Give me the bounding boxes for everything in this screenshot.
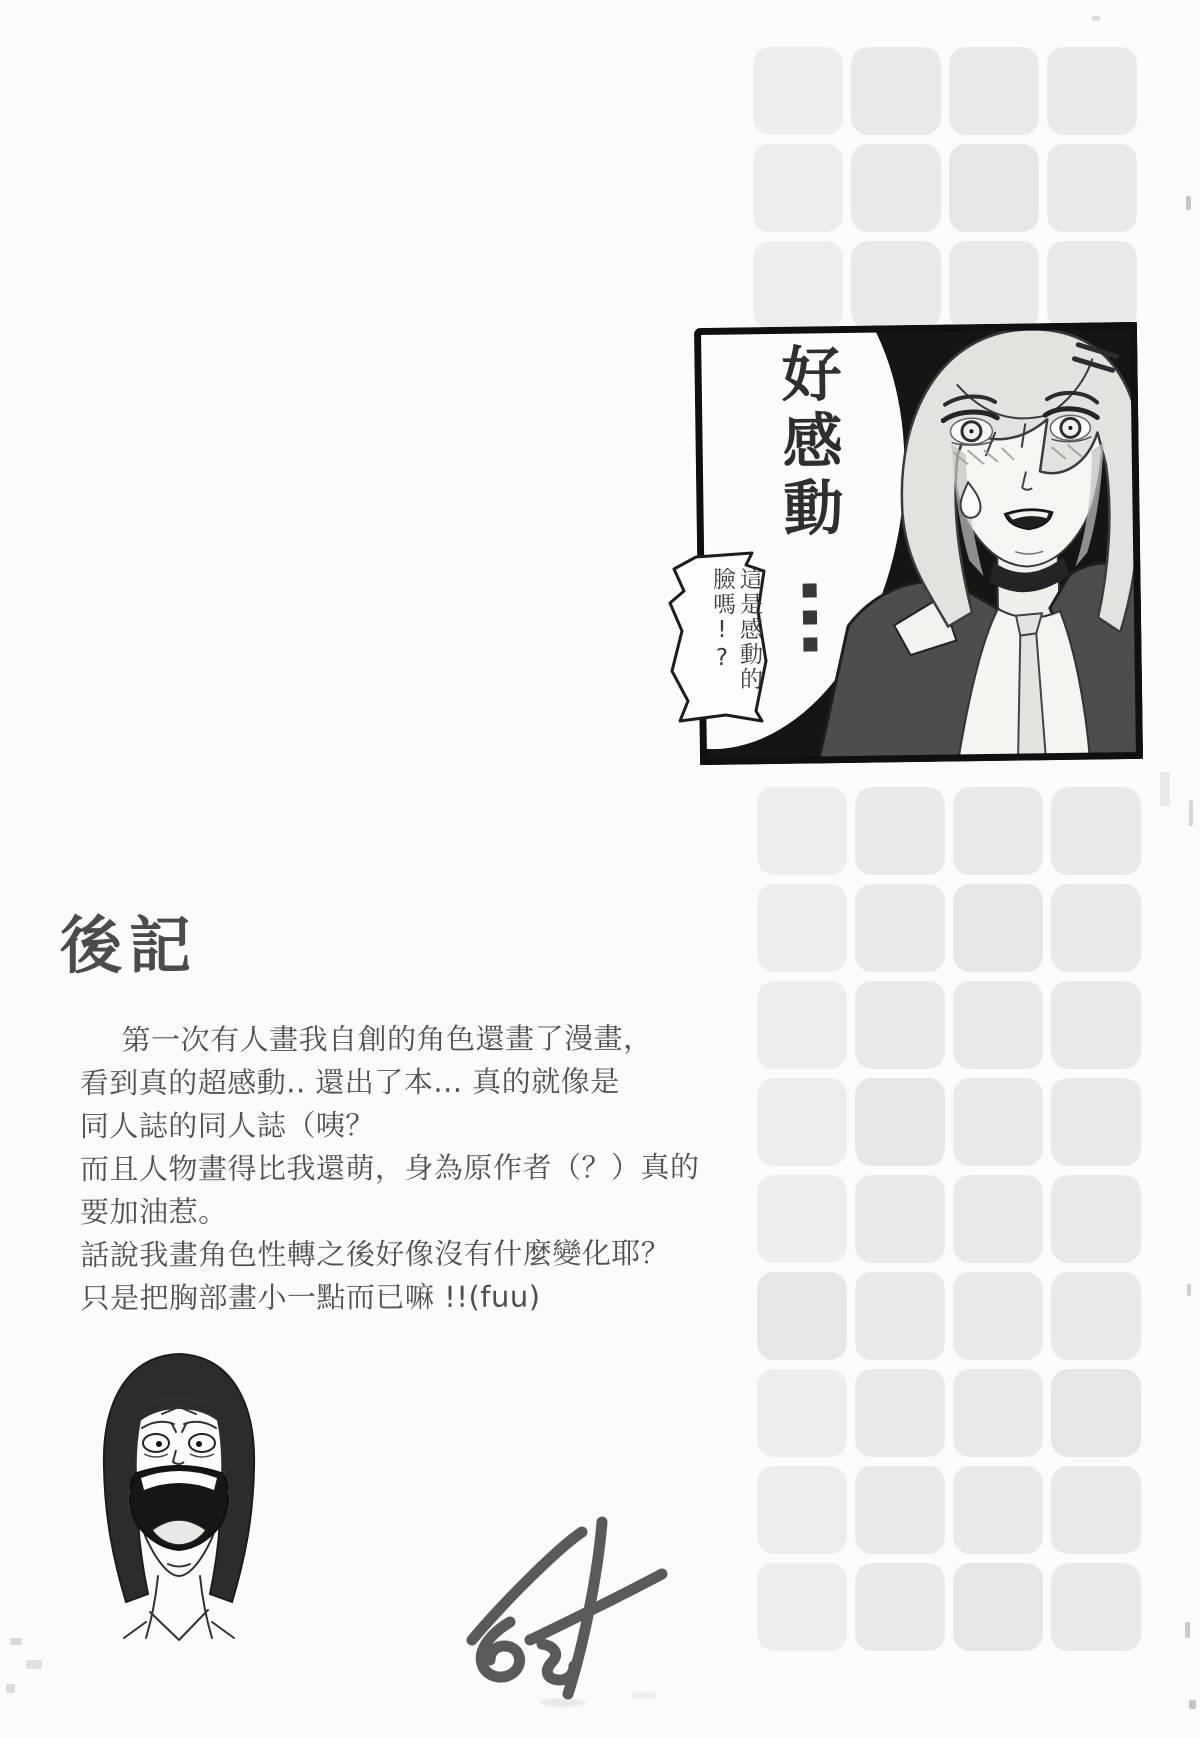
afterword-paragraph <box>79 1017 720 1320</box>
grid-square <box>851 144 941 232</box>
grid-square <box>953 1272 1043 1360</box>
grid-square <box>1051 1466 1141 1554</box>
scan-smudge <box>540 1698 586 1707</box>
grid-square <box>855 1272 945 1360</box>
grid-square <box>753 144 843 232</box>
grid-square <box>851 47 941 135</box>
grid-square <box>753 241 843 329</box>
grid-square <box>855 1078 945 1166</box>
scan-speck <box>10 1638 22 1645</box>
background-grid-top <box>753 47 1137 329</box>
afterword-line: 要加油惹。 <box>80 1194 228 1230</box>
grid-square <box>953 884 1043 972</box>
page-title: 後記 <box>60 909 199 982</box>
afterword-line: 第一次有人畫我自創的角色還畫了漫畫， <box>121 1021 653 1057</box>
scan-speck <box>1189 1700 1196 1709</box>
speech-bubble-text: 好感動 <box>771 342 844 545</box>
afterword-line: 只是把胸部畫小一點而已嘛 !!(fuu) <box>80 1279 541 1316</box>
laughing-face-illustration <box>84 1350 274 1642</box>
scan-speck <box>26 1660 42 1669</box>
grid-square <box>953 1466 1043 1554</box>
scan-speck <box>1186 196 1191 210</box>
scan-speck <box>1185 1622 1190 1638</box>
scan-speck <box>1160 772 1170 806</box>
grid-square <box>1051 1369 1141 1457</box>
scan-speck <box>1092 16 1100 21</box>
grid-square <box>1051 1078 1141 1166</box>
grid-square <box>1051 787 1141 875</box>
grid-square <box>757 1466 847 1554</box>
grid-square <box>757 1272 847 1360</box>
grid-square <box>953 1175 1043 1263</box>
grid-square <box>1047 241 1137 329</box>
artist-signature <box>450 1512 675 1707</box>
grid-square <box>1051 1563 1141 1651</box>
grid-square <box>855 1175 945 1263</box>
grid-square <box>855 787 945 875</box>
grid-square <box>757 1175 847 1263</box>
grid-square <box>855 1466 945 1554</box>
scan-smudge <box>630 1692 658 1699</box>
grid-square <box>855 884 945 972</box>
grid-square <box>757 1369 847 1457</box>
grid-square <box>851 241 941 329</box>
grid-square <box>1051 1272 1141 1360</box>
grid-square <box>1051 1175 1141 1263</box>
grid-square <box>855 1369 945 1457</box>
afterword-line: 看到真的超感動.. 還出了本... 真的就像是 <box>79 1064 620 1101</box>
afterword-line: 而且人物畫得比我還萌，身為原作者（？）真的 <box>79 1149 700 1187</box>
grid-square <box>855 1563 945 1651</box>
grid-square <box>953 1078 1043 1166</box>
speech-bubble-ellipsis <box>802 570 817 664</box>
grid-square <box>855 981 945 1069</box>
grid-square <box>757 884 847 972</box>
grid-square <box>1047 47 1137 135</box>
grid-square <box>949 241 1039 329</box>
grid-square <box>757 787 847 875</box>
grid-square <box>1051 884 1141 972</box>
grid-square <box>1047 144 1137 232</box>
side-speech-bubble-text: 這是感動的臉嗎!? <box>709 567 762 692</box>
afterword-line: 話說我畫角色性轉之後好像沒有什麼變化耶？ <box>80 1236 671 1273</box>
grid-square <box>953 1369 1043 1457</box>
grid-square <box>953 981 1043 1069</box>
grid-square <box>757 981 847 1069</box>
side-speech-bubble <box>666 551 772 723</box>
grid-square <box>1051 981 1141 1069</box>
grid-square <box>949 47 1039 135</box>
grid-square <box>757 1078 847 1166</box>
grid-square <box>753 47 843 135</box>
background-grid-bottom <box>757 787 1141 1651</box>
grid-square <box>949 144 1039 232</box>
grid-square <box>953 1563 1043 1651</box>
grid-square <box>757 1563 847 1651</box>
scan-speck <box>1189 800 1193 826</box>
scan-speck <box>1187 1284 1191 1296</box>
afterword-line: 同人誌的同人誌（咦？ <box>79 1108 375 1144</box>
grid-square <box>953 787 1043 875</box>
scan-speck <box>6 1684 15 1693</box>
